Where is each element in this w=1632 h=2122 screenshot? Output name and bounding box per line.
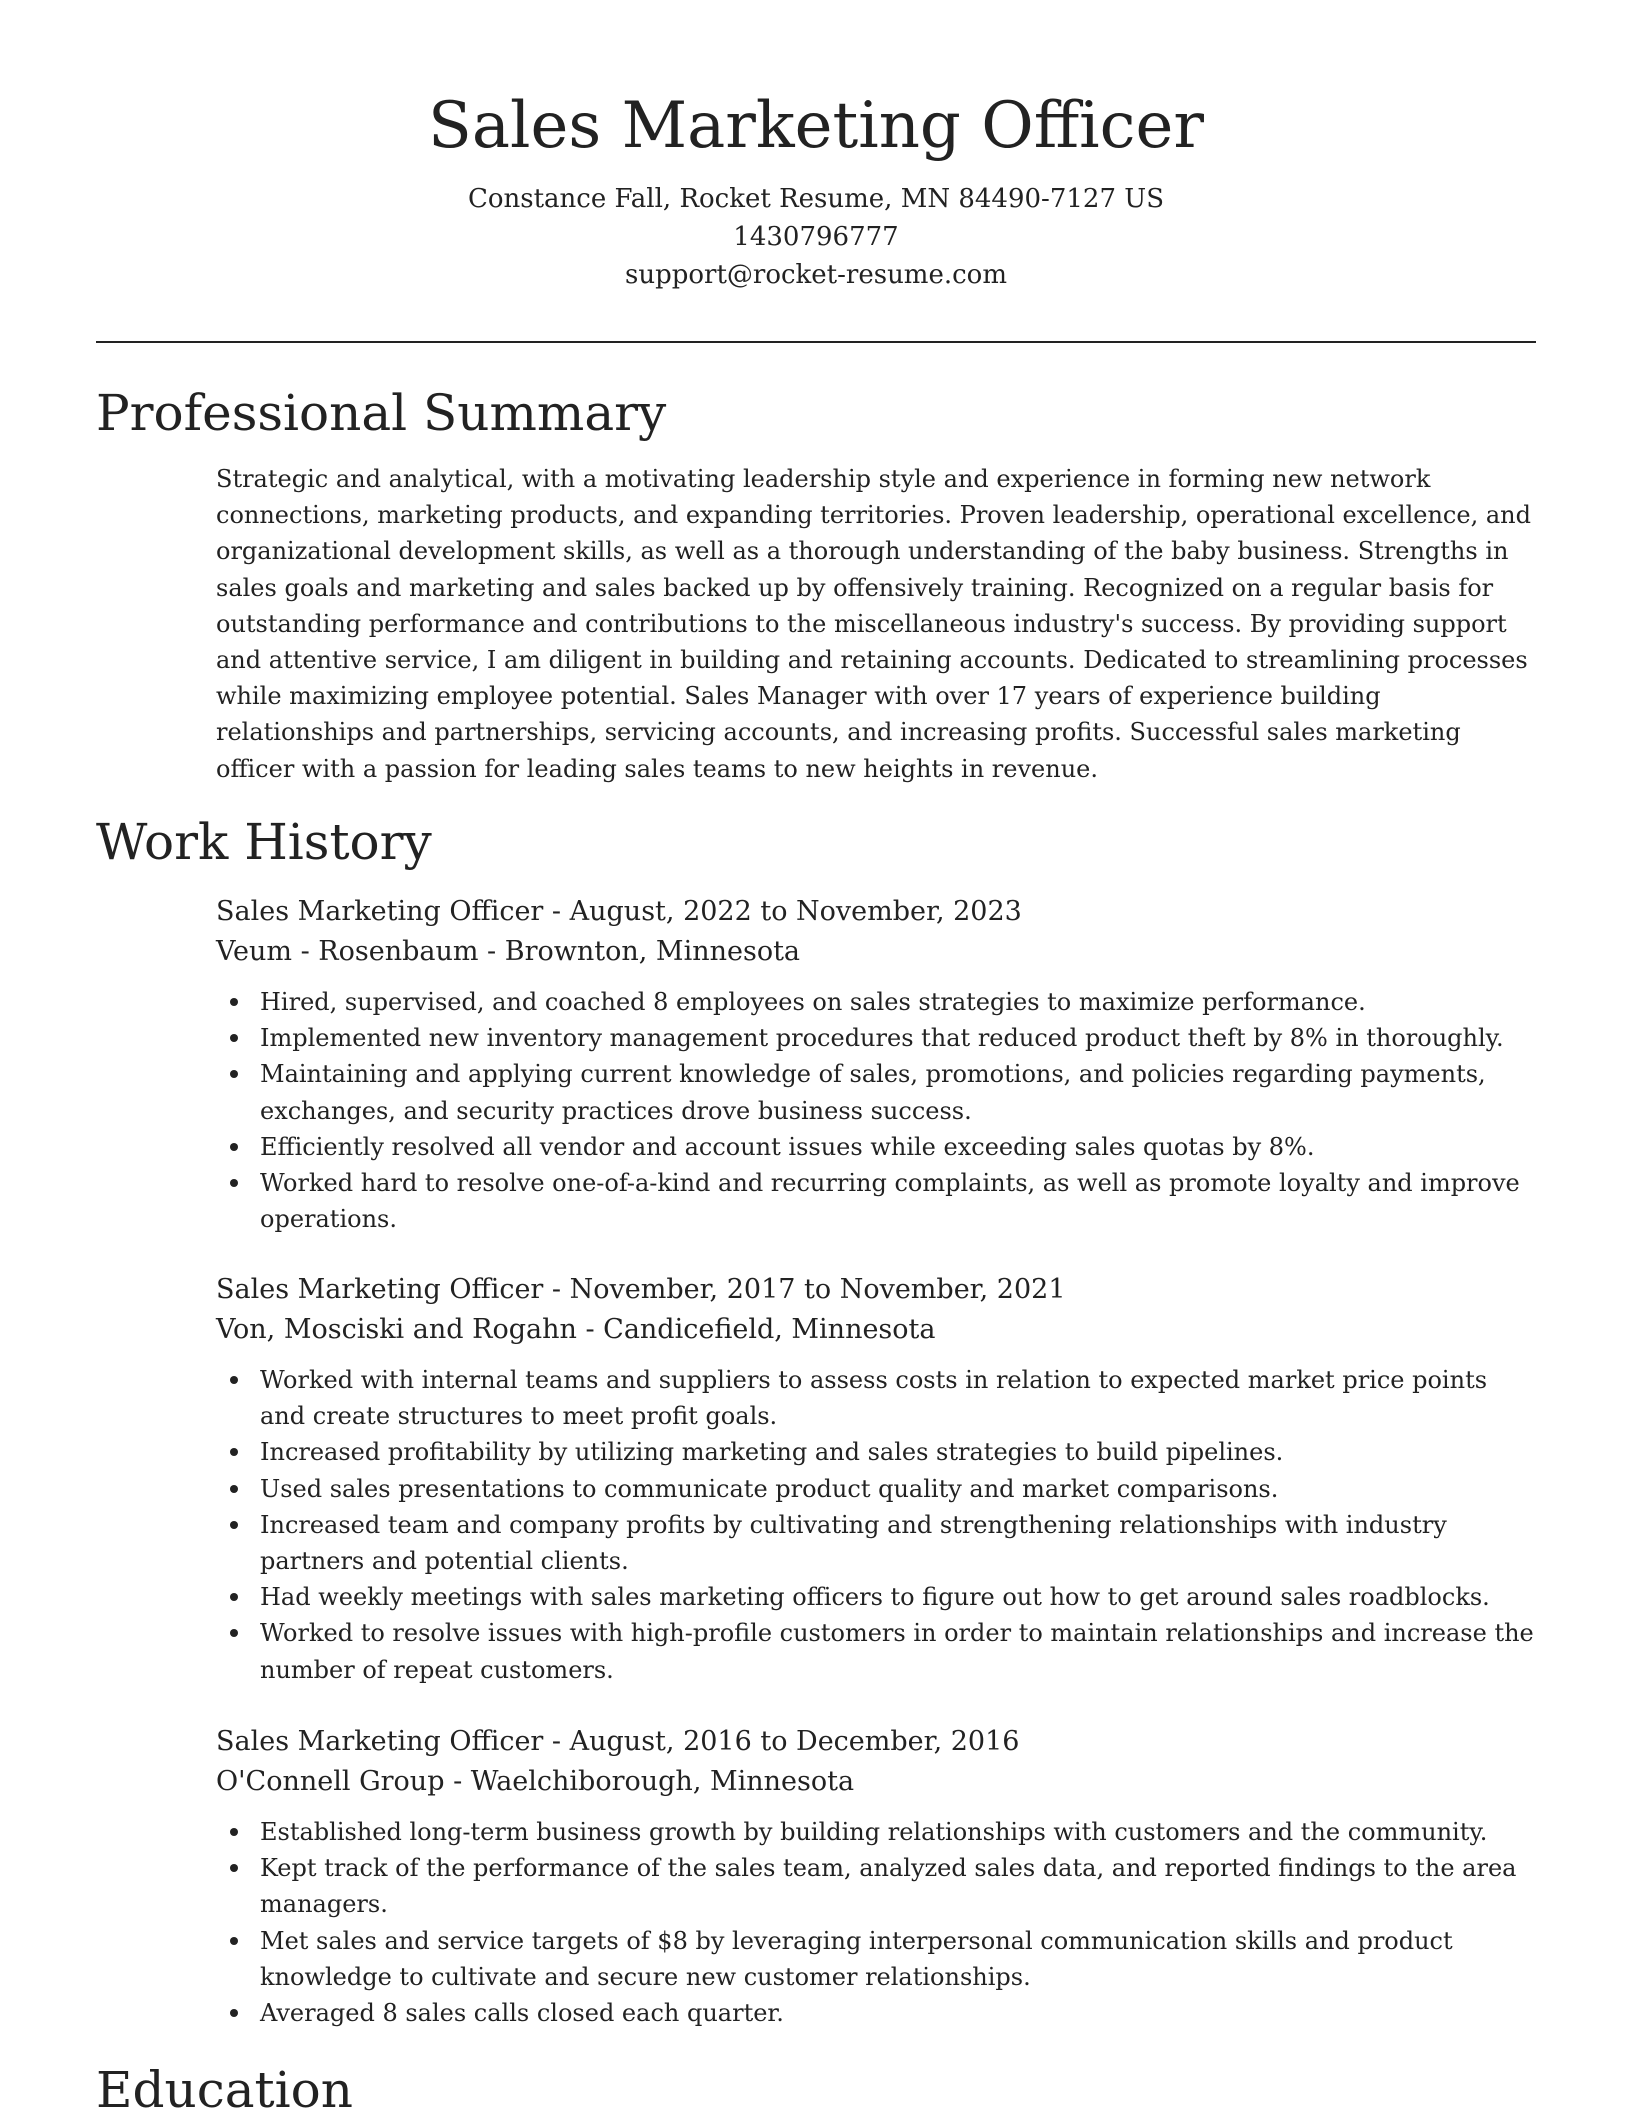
job-dates: - November, 2017 to November, 2021 (543, 1274, 1066, 1305)
job-company-line (216, 932, 1536, 972)
job-company: O'Connell Group (216, 1766, 445, 1797)
job-entry (216, 1722, 1536, 2031)
list-item: Worked to resolve issues with high-profile customers in order to maintain relationships and increase the number of repeat customers. (216, 1615, 1536, 1687)
job-company-line (216, 1762, 1536, 1802)
contact-address: Constance Fall, Rocket Resume, MN 84490-7127 US (467, 184, 1165, 214)
job-location: - Brownton, Minnesota (478, 936, 801, 967)
job-location: - Candicefield, Minnesota (576, 1314, 936, 1345)
list-item: Had weekly meetings with sales marketing officers to figure out how to get around sales roadblocks. (216, 1579, 1536, 1615)
job-bullets (216, 1814, 1536, 2031)
job-entry (216, 892, 1536, 1237)
job-dates: - August, 2016 to December, 2016 (543, 1726, 1020, 1757)
education-heading: Education (96, 2061, 353, 2119)
list-item: Worked hard to resolve one-of-a-kind and recurring complaints, as well as promote loyalty and improve operations. (216, 1165, 1536, 1237)
job-location: - Waelchiborough, Minnesota (444, 1766, 855, 1797)
list-item: Kept track of the performance of the sales team, analyzed sales data, and reported findings to the area managers. (216, 1850, 1536, 1922)
job-title-line (216, 892, 1536, 932)
list-item: Hired, supervised, and coached 8 employees on sales strategies to maximize performance. (216, 984, 1536, 1020)
job-title-line (216, 1722, 1536, 1762)
contact-email: support@rocket-resume.com (624, 260, 1007, 290)
list-item: Maintaining and applying current knowledge of sales, promotions, and policies regarding payments, exchanges, and security practices drove business success. (216, 1056, 1536, 1128)
job-entry (216, 1270, 1536, 1688)
list-item: Used sales presentations to communicate product quality and market comparisons. (216, 1471, 1536, 1507)
job-company: Veum - Rosenbaum (216, 936, 479, 967)
list-item: Increased team and company profits by cultivating and strengthening relationships with industry partners and potential clients. (216, 1507, 1536, 1579)
job-title: Sales Marketing Officer (216, 1274, 544, 1305)
contact-block (96, 180, 1536, 294)
job-dates: - August, 2022 to November, 2023 (543, 896, 1022, 927)
resume-header (96, 84, 1536, 294)
job-title: Sales Marketing Officer (216, 896, 544, 927)
list-item: Worked with internal teams and suppliers to assess costs in relation to expected market price points and create structures to meet profit goals. (216, 1362, 1536, 1434)
job-company: Von, Mosciski and Rogahn (216, 1314, 577, 1345)
list-item: Increased profitability by utilizing marketing and sales strategies to build pipelines. (216, 1434, 1536, 1470)
contact-phone: 1430796777 (733, 222, 899, 252)
list-item: Established long-term business growth by building relationships with customers and the community. (216, 1814, 1536, 1850)
summary-text: Strategic and analytical, with a motivating leadership style and experience in forming new network connections, marketing products, and expanding territories. Proven leadership, operational excellence, and organizational development skills, as well as a thorough understanding of the baby business. Strengths in sales goals and marketing and sales backed up by offensively training. Recognized on a regular basis for outstanding performance and contributions to the miscellaneous industry's success. By providing support and attentive service, I am diligent in building and retaining accounts. Dedicated to streamlining processes while maximizing employee potential. Sales Manager with over 17 years of experience building relationships and partnerships, servicing accounts, and increasing profits. Successful sales marketing officer with a passion for leading sales teams to new heights in revenue. (216, 465, 1531, 783)
job-company-line (216, 1310, 1536, 1350)
job-bullets (216, 1362, 1536, 1688)
job-bullets (216, 984, 1536, 1237)
list-item: Implemented new inventory management procedures that reduced product theft by 8% in thoroughly. (216, 1020, 1536, 1056)
list-item: Averaged 8 sales calls closed each quarter. (216, 1995, 1536, 2031)
header-divider (96, 341, 1536, 343)
list-item: Met sales and service targets of $8 by leveraging interpersonal communication skills and product knowledge to cultivate and secure new customer relationships. (216, 1923, 1536, 1995)
page-title: Sales Marketing Officer (428, 89, 1204, 163)
list-item: Efficiently resolved all vendor and account issues while exceeding sales quotas by 8%. (216, 1129, 1536, 1165)
summary-heading: Professional Summary (96, 384, 667, 442)
job-title: Sales Marketing Officer (216, 1726, 544, 1757)
job-title-line (216, 1270, 1536, 1310)
work-history-heading: Work History (96, 813, 432, 871)
